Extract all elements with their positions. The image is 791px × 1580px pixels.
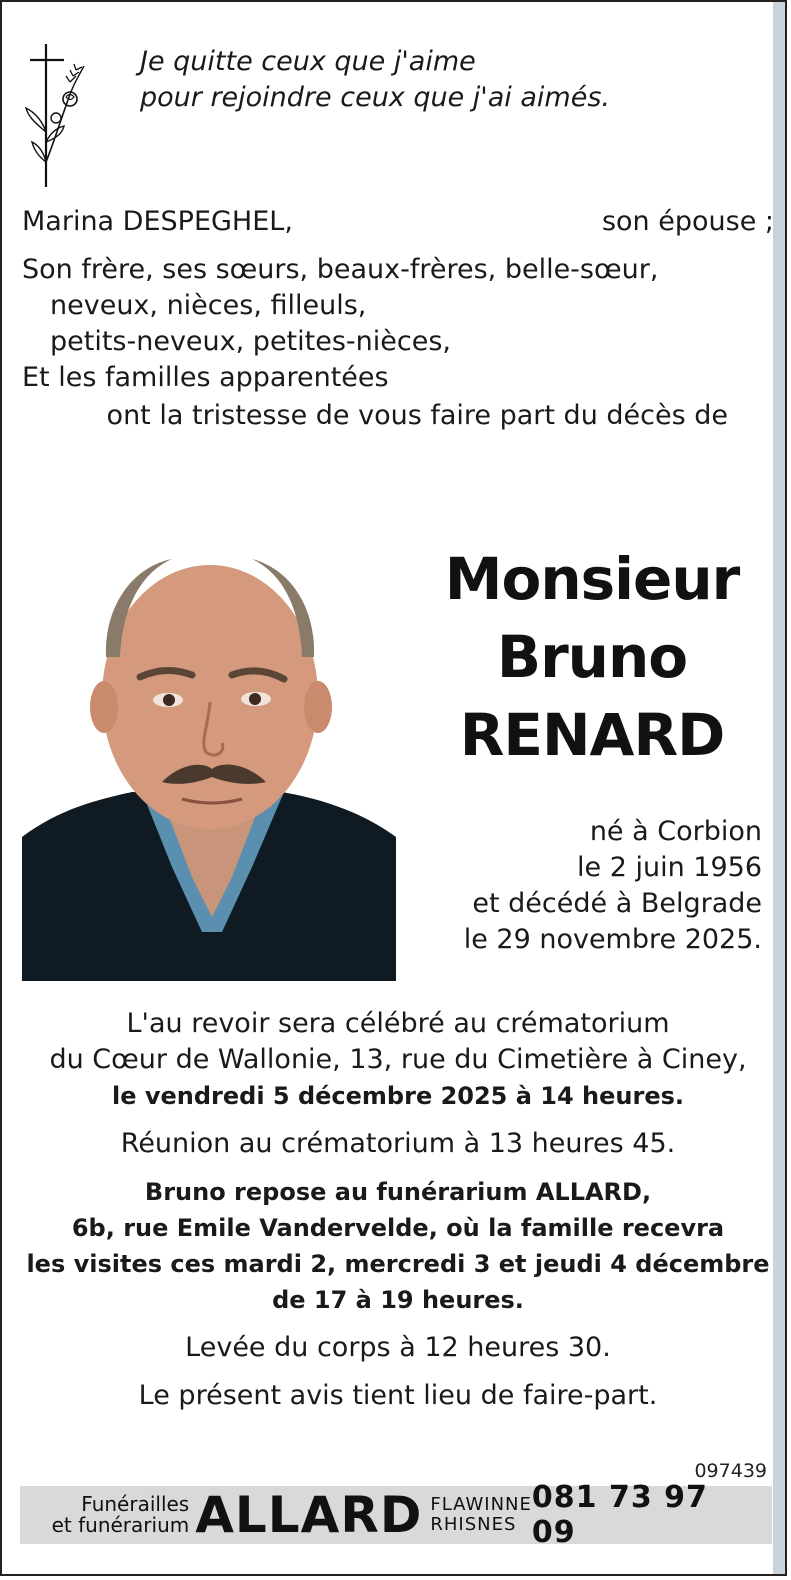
birth-date: le 2 juin 1956: [577, 852, 762, 883]
deceased-last-name: RENARD: [459, 701, 725, 769]
footer-left-line-1: Funérailles: [81, 1492, 190, 1516]
footer-towns: [430, 1495, 532, 1535]
visitation-line-4: de 17 à 19 heures.: [272, 1286, 524, 1314]
ceremony-line-2: du Cœur de Wallonie, 13, rue du Cimetière à Ciney,: [49, 1044, 747, 1075]
funeral-home-brand: ALLARD: [195, 1486, 423, 1544]
death-place: et décédé à Belgrade: [472, 888, 762, 919]
footer-service-type: [30, 1494, 189, 1536]
visitation-line-3: les visites ces mardi 2, mercredi 3 et jeudi 4 décembre: [26, 1250, 770, 1278]
cross-with-rose-icon: [20, 42, 90, 192]
death-date: le 29 novembre 2025.: [463, 924, 762, 955]
deceased-name-block: [432, 540, 752, 774]
notice-statement: Le présent avis tient lieu de faire-part.: [138, 1380, 658, 1411]
footer-phone: 081 73 97 09: [531, 1480, 708, 1550]
reference-number: 097439: [694, 1460, 767, 1482]
life-dates-block: [422, 814, 762, 958]
relatives-line-2: neveux, nièces, filleuls,: [50, 290, 367, 321]
spouse-name: Marina DESPEGHEL,: [22, 206, 293, 237]
meeting-time: Réunion au crématorium à 13 heures 45.: [120, 1128, 676, 1159]
footer-town-1: FLAWINNE: [430, 1494, 532, 1515]
announcement-line: ont la tristesse de vous faire part du décès de: [106, 400, 728, 431]
family-block: [22, 204, 774, 434]
relatives-line-4: Et les familles apparentées: [22, 362, 389, 393]
portrait-photo: [22, 537, 396, 981]
ceremony-date: le vendredi 5 décembre 2025 à 14 heures.: [111, 1082, 684, 1110]
ceremony-line-1: L'au revoir sera célébré au crématorium: [126, 1008, 670, 1039]
deceased-first-name: Bruno: [496, 623, 688, 691]
deceased-title: Monsieur: [444, 545, 740, 613]
page-edge-strip: [773, 2, 785, 1574]
footer-town-2: RHISNES: [430, 1514, 517, 1535]
relatives-line-1: Son frère, ses sœurs, beaux-frères, belle-sœur,: [22, 254, 659, 285]
birth-place: né à Corbion: [589, 816, 762, 847]
quote-line-2: pour rejoindre ceux que j'ai aimés.: [140, 82, 610, 113]
funeral-home-footer: [20, 1480, 772, 1550]
quote-line-1: Je quitte ceux que j'aime: [140, 46, 476, 77]
visitation-line-1: Bruno repose au funérarium ALLARD,: [144, 1178, 652, 1206]
relatives-line-3: petits-neveux, petites-nièces,: [50, 326, 451, 357]
spouse-relation: son épouse ;: [601, 206, 774, 237]
epitaph-quote: [140, 44, 610, 116]
service-details: [22, 1006, 774, 1414]
visitation-line-2: 6b, rue Emile Vandervelde, où la famille recevra: [71, 1214, 725, 1242]
departure-time: Levée du corps à 12 heures 30.: [185, 1332, 611, 1363]
footer-left-line-2: et funérarium: [51, 1513, 190, 1537]
spouse-row: [22, 204, 774, 240]
